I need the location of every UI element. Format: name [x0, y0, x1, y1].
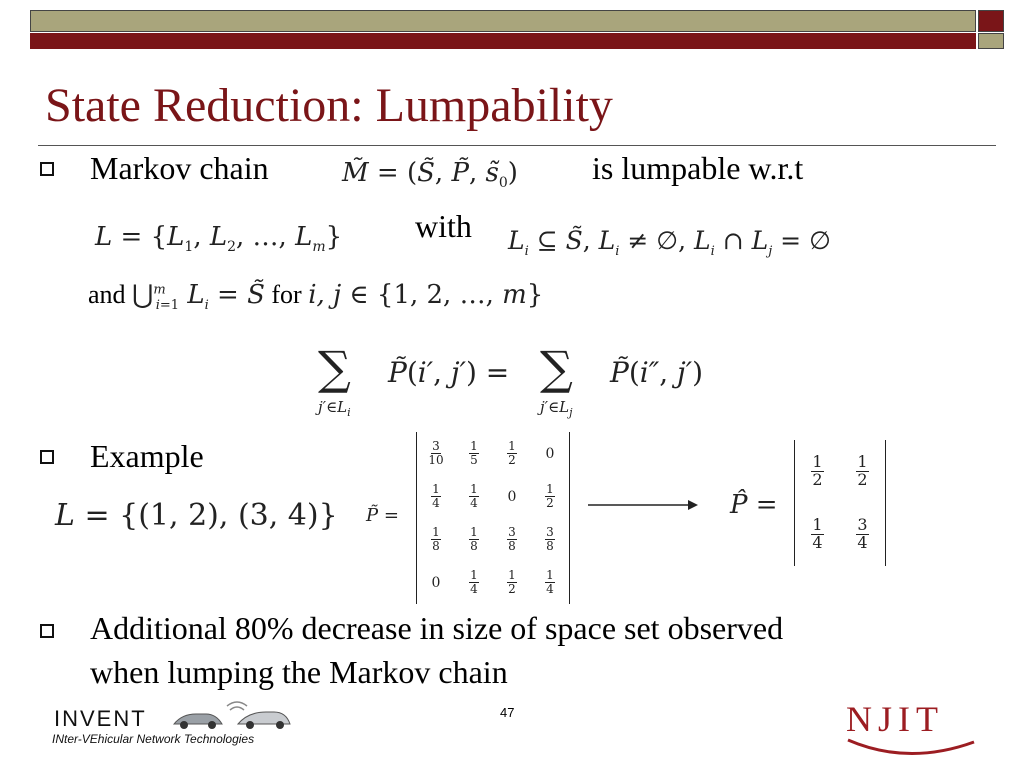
fraction	[469, 569, 479, 595]
fraction	[545, 569, 555, 595]
sum-index-left: $j'\in L_i$	[318, 398, 351, 419]
matrix-cell	[417, 518, 455, 561]
fraction-numerator: 1	[812, 515, 823, 535]
fraction	[811, 454, 823, 489]
fraction-numerator: 1	[470, 525, 478, 540]
matrix-cell	[840, 440, 885, 503]
fraction-numerator: 1	[470, 482, 478, 497]
fraction-numerator: 1	[432, 482, 440, 497]
matrix-cell: 0	[507, 488, 517, 505]
bullet-text-example: Example	[90, 438, 204, 474]
fraction-denominator: 2	[508, 582, 516, 596]
fraction-numerator: 1	[470, 439, 478, 454]
formula-sum-equality: P̃(i′, j′) =	[388, 356, 510, 389]
fraction	[427, 440, 444, 466]
fraction-denominator: 8	[432, 539, 440, 553]
fraction-numerator: 1	[432, 525, 440, 540]
fraction-denominator: 5	[470, 453, 478, 467]
matrix-cell	[795, 503, 840, 566]
matrix-cell	[795, 440, 840, 503]
bullet-text-additional-line2: when lumping the Markov chain	[90, 654, 508, 690]
fraction-denominator: 2	[508, 453, 516, 467]
matrix-cell	[531, 475, 569, 518]
fraction-numerator: 1	[546, 482, 554, 497]
invent-logo-text: INVENT	[54, 706, 147, 731]
sum-symbol-right: ∑	[540, 341, 573, 395]
text-with: with	[415, 208, 472, 244]
formula-partition: $L = \{L_1$, $L_2$, …, $L_m$}	[95, 222, 343, 256]
fraction-numerator: 1	[508, 439, 516, 454]
invent-logo-subtitle: INter-VEhicular Network Technologies	[52, 732, 255, 746]
matrix-cell	[417, 475, 455, 518]
fraction	[431, 526, 441, 552]
fraction-denominator: 4	[470, 582, 478, 596]
header-square-red	[978, 10, 1004, 32]
njit-logo: NJIT	[846, 699, 944, 739]
fraction-denominator: 2	[857, 470, 868, 489]
matrix-cell	[455, 518, 493, 561]
header-square-olive	[978, 33, 1004, 49]
page-number: 47	[500, 705, 515, 720]
matrix-p-tilde	[416, 432, 570, 604]
title-divider	[38, 145, 996, 146]
fraction-denominator: 2	[812, 470, 823, 489]
matrix-cell: 0	[545, 445, 555, 462]
matrix-cell	[417, 432, 455, 475]
formula-conditions: $L_i$ ⊆ S̃, $L_i$ ≠ ∅, $L_i$ ∩ $L_j$ = ∅	[508, 226, 831, 259]
fraction-numerator: 1	[857, 452, 868, 472]
fraction	[856, 517, 868, 552]
fraction	[545, 483, 555, 509]
fraction	[545, 526, 555, 552]
fraction-denominator: 10	[428, 453, 444, 467]
fraction	[469, 483, 479, 509]
fraction-denominator: 4	[470, 496, 478, 510]
bullet-text-markov-chain: Markov chain	[90, 150, 269, 186]
matrix-cell	[455, 432, 493, 475]
fraction	[469, 526, 479, 552]
bullet-marker	[40, 450, 54, 464]
fraction-numerator: 1	[470, 568, 478, 583]
fraction-numerator: 1	[546, 568, 554, 583]
arrow-icon	[588, 498, 698, 512]
fraction	[811, 517, 823, 552]
fraction-numerator: 3	[857, 515, 868, 535]
fraction-denominator: 4	[812, 533, 823, 552]
fraction-numerator: 3	[508, 525, 516, 540]
text-and: and	[88, 280, 126, 309]
matrix-cell	[493, 432, 531, 475]
fraction-denominator: 2	[546, 496, 554, 510]
fraction-denominator: 8	[470, 539, 478, 553]
formula-markov-chain: M̃ = (S̃, P̃, $s̃_0$)	[342, 158, 518, 192]
fraction-denominator: 4	[857, 533, 868, 552]
label-p-tilde: P̃ =	[366, 505, 399, 526]
matrix-cell: 0	[431, 574, 441, 591]
fraction	[469, 440, 479, 466]
sum-index-right: $j'\in L_j$	[540, 398, 573, 419]
fraction	[507, 440, 517, 466]
formula-example-partition: L = {(1, 2), (3, 4)}	[55, 498, 338, 533]
matrix-cell	[531, 561, 569, 604]
bullet-text-additional-line1: Additional 80% decrease in size of space set observed	[90, 610, 784, 646]
fraction-denominator: 4	[432, 496, 440, 510]
fraction-numerator: 1	[508, 568, 516, 583]
fraction-denominator: 8	[508, 539, 516, 553]
slide-title: State Reduction: Lumpability	[45, 79, 613, 132]
njit-logo-swoosh-icon	[846, 736, 976, 758]
formula-union-line: and ⋃$^m_{i=1}$ $L_i$ = S̃ for i, j ∈ {1, 2, …, m}	[88, 280, 544, 314]
formula-sum-right: P̃(i″, j′)	[610, 356, 703, 389]
fraction-numerator: 3	[432, 439, 440, 454]
fraction	[431, 483, 441, 509]
fraction	[856, 454, 868, 489]
label-p-hat: P̂ =	[730, 490, 778, 520]
matrix-cell	[493, 561, 531, 604]
fraction	[507, 569, 517, 595]
bullet-marker	[40, 624, 54, 638]
matrix-cell	[840, 503, 885, 566]
matrix-cell	[455, 561, 493, 604]
fraction-denominator: 8	[546, 539, 554, 553]
header-band-red	[30, 33, 976, 49]
text-for: for	[271, 280, 302, 309]
car-logo-icon	[172, 700, 292, 732]
sum-symbol-left: ∑	[318, 341, 351, 395]
bullet-marker	[40, 162, 54, 176]
header-band-olive	[30, 10, 976, 32]
matrix-cell	[531, 518, 569, 561]
matrix-p-hat	[794, 440, 886, 566]
fraction	[507, 526, 517, 552]
matrix-cell	[455, 475, 493, 518]
fraction-numerator: 3	[546, 525, 554, 540]
matrix-cell	[493, 518, 531, 561]
fraction-denominator: 4	[546, 582, 554, 596]
fraction-numerator: 1	[812, 452, 823, 472]
bullet-text-lumpable: is lumpable w.r.t	[592, 150, 804, 186]
